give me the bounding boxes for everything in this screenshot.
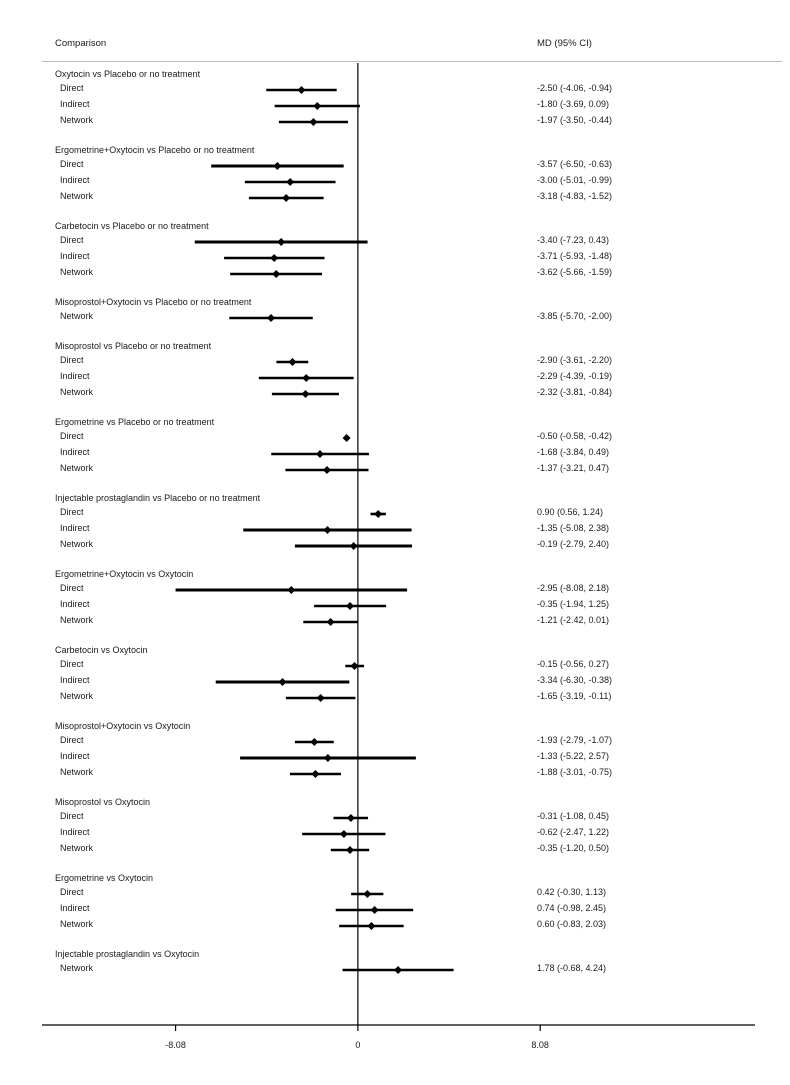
row-label: Network (60, 311, 94, 321)
row-ci-text: -1.35 (-5.08, 2.38) (537, 523, 610, 533)
row-label: Network (60, 191, 94, 201)
point-estimate-marker (316, 450, 324, 458)
row-label: Direct (60, 659, 84, 669)
point-estimate-marker (272, 270, 280, 278)
row-ci-text: -0.35 (-1.94, 1.25) (537, 599, 610, 609)
row-ci-text: 0.90 (0.56, 1.24) (537, 507, 604, 517)
row-ci-text: -1.33 (-5.22, 2.57) (537, 751, 610, 761)
point-estimate-marker (394, 966, 402, 974)
group-title: Ergometrine+Oxytocin vs Placebo or no treatment (55, 145, 255, 155)
row-ci-text: -1.88 (-3.01, -0.75) (537, 767, 613, 777)
row-ci-text: -3.00 (-5.01, -0.99) (537, 175, 613, 185)
group-title: Oxytocin vs Placebo or no treatment (55, 69, 201, 79)
row-ci-text: 0.60 (-0.83, 2.03) (537, 919, 607, 929)
row-label: Network (60, 843, 94, 853)
point-estimate-marker (270, 254, 278, 262)
row-label: Indirect (60, 675, 90, 685)
point-estimate-marker (346, 602, 354, 610)
row-label: Direct (60, 507, 84, 517)
row-label: Indirect (60, 175, 90, 185)
row-ci-text: 0.42 (-0.30, 1.13) (537, 887, 607, 897)
group-title: Carbetocin vs Placebo or no treatment (55, 221, 209, 231)
row-ci-text: 1.78 (-0.68, 4.24) (537, 963, 607, 973)
point-estimate-marker (323, 466, 331, 474)
point-estimate-marker (302, 374, 310, 382)
point-estimate-marker (343, 434, 351, 442)
row-label: Indirect (60, 827, 90, 837)
x-tick-label: 0 (355, 1040, 361, 1050)
point-estimate-marker (374, 510, 382, 518)
row-ci-text: -2.90 (-3.61, -2.20) (537, 355, 613, 365)
row-ci-text: -0.19 (-2.79, 2.40) (537, 539, 610, 549)
row-ci-text: -1.97 (-3.50, -0.44) (537, 115, 613, 125)
row-label: Network (60, 387, 94, 397)
row-ci-text: -3.40 (-7.23, 0.43) (537, 235, 610, 245)
point-estimate-marker (327, 618, 335, 626)
group-title: Misoprostol+Oxytocin vs Oxytocin (55, 721, 191, 731)
row-ci-text: -3.18 (-4.83, -1.52) (537, 191, 613, 201)
row-ci-text: -0.35 (-1.20, 0.50) (537, 843, 610, 853)
point-estimate-marker (267, 314, 275, 322)
row-ci-text: -3.85 (-5.70, -2.00) (537, 311, 613, 321)
row-label: Direct (60, 235, 84, 245)
row-label: Direct (60, 811, 84, 821)
row-label: Network (60, 767, 94, 777)
row-label: Network (60, 463, 94, 473)
point-estimate-marker (279, 678, 287, 686)
point-estimate-marker (273, 162, 281, 170)
row-label: Direct (60, 735, 84, 745)
row-ci-text: -3.62 (-5.66, -1.59) (537, 267, 613, 277)
row-ci-text: -0.31 (-1.08, 0.45) (537, 811, 610, 821)
point-estimate-marker (287, 586, 295, 594)
group-title: Ergometrine vs Oxytocin (55, 873, 154, 883)
point-estimate-marker (347, 814, 355, 822)
row-ci-text: -1.37 (-3.21, 0.47) (537, 463, 610, 473)
row-ci-text: -1.65 (-3.19, -0.11) (537, 691, 612, 701)
row-label: Indirect (60, 903, 90, 913)
x-tick-label: 8.08 (531, 1040, 549, 1050)
point-estimate-marker (288, 358, 296, 366)
group-title: Injectable prostaglandin vs Placebo or no treatment (55, 493, 261, 503)
point-estimate-marker (311, 770, 319, 778)
row-label: Direct (60, 583, 84, 593)
point-estimate-marker (309, 118, 317, 126)
point-estimate-marker (363, 890, 371, 898)
point-estimate-marker (324, 754, 332, 762)
row-ci-text: -2.32 (-3.81, -0.84) (537, 387, 613, 397)
row-ci-text: -1.21 (-2.42, 0.01) (537, 615, 610, 625)
x-tick-label: -8.08 (165, 1040, 186, 1050)
row-ci-text: -2.50 (-4.06, -0.94) (537, 83, 613, 93)
row-label: Network (60, 919, 94, 929)
point-estimate-marker (277, 238, 285, 246)
row-ci-text: -0.15 (-0.56, 0.27) (537, 659, 610, 669)
point-estimate-marker (350, 542, 358, 550)
group-title: Misoprostol vs Oxytocin (55, 797, 151, 807)
point-estimate-marker (282, 194, 290, 202)
group-title: Misoprostol vs Placebo or no treatment (55, 341, 212, 351)
group-title: Ergometrine+Oxytocin vs Oxytocin (55, 569, 194, 579)
row-label: Direct (60, 159, 84, 169)
row-label: Direct (60, 83, 84, 93)
group-title: Ergometrine vs Placebo or no treatment (55, 417, 215, 427)
row-label: Indirect (60, 751, 90, 761)
row-label: Network (60, 963, 94, 973)
row-ci-text: -1.80 (-3.69, 0.09) (537, 99, 610, 109)
row-ci-text: -2.29 (-4.39, -0.19) (537, 371, 613, 381)
row-label: Network (60, 115, 94, 125)
comparison-column-header: Comparison (55, 38, 107, 49)
point-estimate-marker (323, 526, 331, 534)
row-label: Direct (60, 887, 84, 897)
point-estimate-marker (367, 922, 375, 930)
point-estimate-marker (371, 906, 379, 914)
effect-column-header: MD (95% CI) (537, 38, 592, 49)
row-ci-text: -3.34 (-6.30, -0.38) (537, 675, 613, 685)
row-label: Network (60, 539, 94, 549)
row-ci-text: -2.95 (-8.08, 2.18) (537, 583, 610, 593)
row-ci-text: 0.74 (-0.98, 2.45) (537, 903, 607, 913)
row-ci-text: -3.71 (-5.93, -1.48) (537, 251, 613, 261)
row-label: Indirect (60, 599, 90, 609)
row-label: Indirect (60, 447, 90, 457)
group-title: Injectable prostaglandin vs Oxytocin (55, 949, 200, 959)
row-label: Direct (60, 431, 84, 441)
row-label: Network (60, 267, 94, 277)
row-label: Indirect (60, 523, 90, 533)
row-label: Indirect (60, 371, 90, 381)
point-estimate-marker (297, 86, 305, 94)
point-estimate-marker (310, 738, 318, 746)
row-ci-text: -3.57 (-6.50, -0.63) (537, 159, 613, 169)
point-estimate-marker (317, 694, 325, 702)
row-ci-text: -0.62 (-2.47, 1.22) (537, 827, 610, 837)
row-label: Network (60, 691, 94, 701)
point-estimate-marker (286, 178, 294, 186)
row-ci-text: -0.50 (-0.58, -0.42) (537, 431, 613, 441)
group-title: Misoprostol+Oxytocin vs Placebo or no treatment (55, 297, 252, 307)
row-ci-text: -1.68 (-3.84, 0.49) (537, 447, 610, 457)
row-ci-text: -1.93 (-2.79, -1.07) (537, 735, 613, 745)
row-label: Network (60, 615, 94, 625)
row-label: Indirect (60, 251, 90, 261)
point-estimate-marker (340, 830, 348, 838)
group-title: Carbetocin vs Oxytocin (55, 645, 148, 655)
point-estimate-marker (302, 390, 310, 398)
point-estimate-marker (313, 102, 321, 110)
point-estimate-marker (346, 846, 354, 854)
row-label: Direct (60, 355, 84, 365)
row-label: Indirect (60, 99, 90, 109)
